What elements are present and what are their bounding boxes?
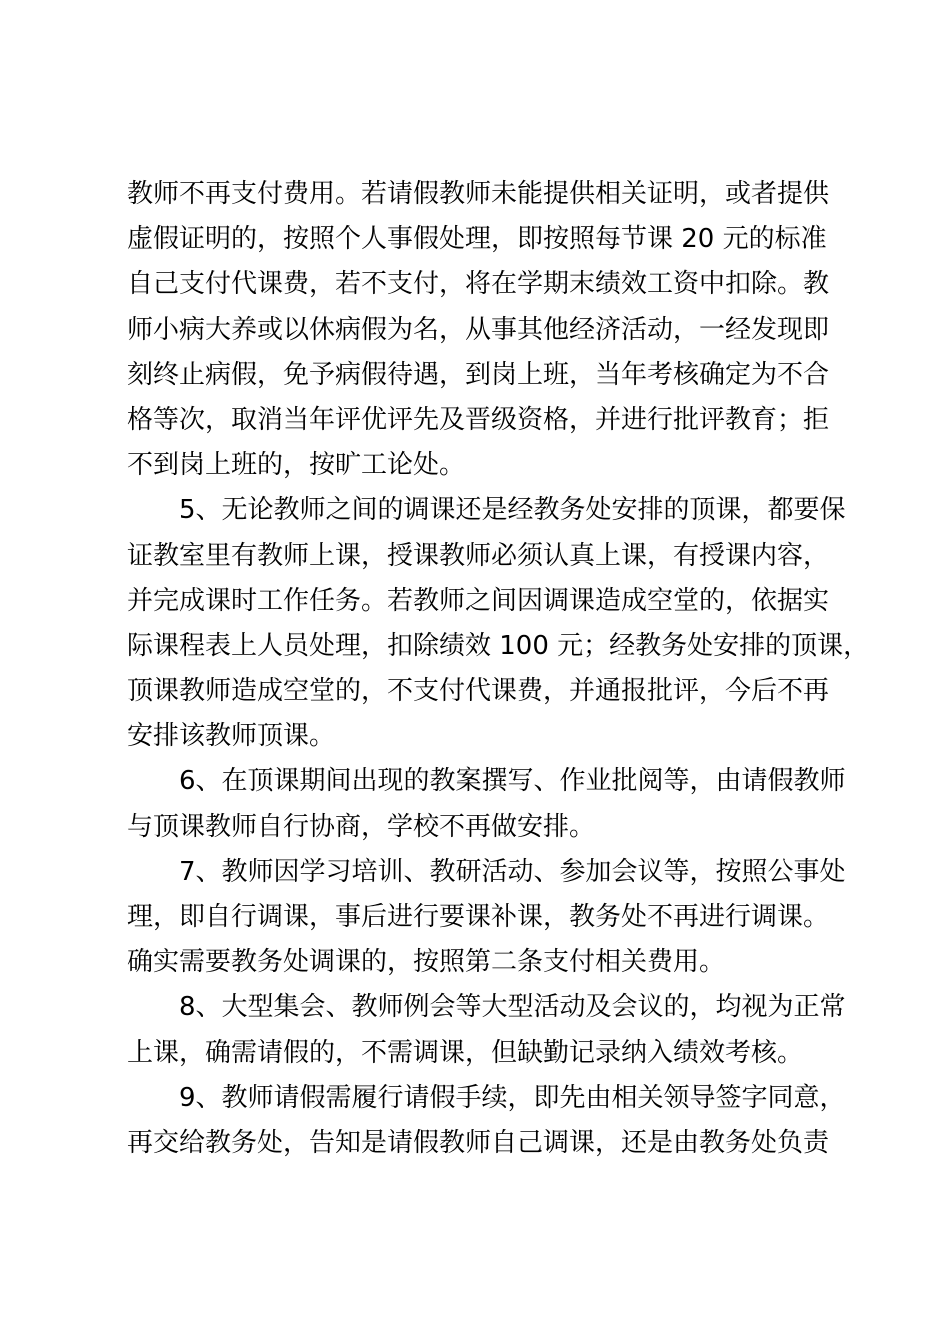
text-line: 证教室里有教师上课，授课教师必须认真上课，有授课内容， — [127, 540, 830, 571]
paragraph-9-start: 9、教师请假需履行请假手续，即先由相关领导签字同意， — [179, 1082, 846, 1113]
text-line: 师小病大养或以休病假为名，从事其他经济活动，一经发现即 — [127, 314, 830, 345]
text-line: 安排该教师顶课。 — [127, 721, 336, 752]
text-line: 顶课教师造成空堂的，不支付代课费，并通报批评，今后不再 — [127, 676, 830, 707]
text-line: 并完成课时工作任务。若教师之间因调课造成空堂的，依据实 — [127, 585, 830, 616]
text-line: 际课程表上人员处理，扣除绩效 100 元；经教务处安排的顶课， — [127, 630, 870, 661]
paragraph-8-start: 8、大型集会、教师例会等大型活动及会议的，均视为正常 — [179, 992, 846, 1023]
paragraph-7-start: 7、教师因学习培训、教研活动、参加会议等，按照公事处 — [179, 856, 846, 887]
paragraph-5-start: 5、无论教师之间的调课还是经教务处安排的顶课，都要保 — [179, 495, 846, 526]
text-line: 刻终止病假，免予病假待遇，到岗上班，当年考核确定为不合 — [127, 359, 830, 390]
text-line: 再交给教务处，告知是请假教师自己调课，还是由教务处负责 — [127, 1127, 830, 1158]
text-line: 教师不再支付费用。若请假教师未能提供相关证明，或者提供 — [127, 179, 830, 209]
text-line: 确实需要教务处调课的，按照第二条支付相关费用。 — [127, 947, 726, 978]
text-line: 不到岗上班的，按旷工论处。 — [127, 450, 466, 481]
text-line: 虚假证明的，按照个人事假处理，即按照每节课 20 元的标准 — [127, 224, 827, 255]
text-line: 上课，确需请假的，不需调课，但缺勤记录纳入绩效考核。 — [127, 1037, 804, 1068]
text-line: 格等次，取消当年评优评先及晋级资格，并进行批评教育；拒 — [127, 404, 830, 435]
paragraph-6-start: 6、在顶课期间出现的教案撰写、作业批阅等，由请假教师 — [179, 766, 846, 797]
text-line: 理，即自行调课，事后进行要课补课，教务处不再进行调课。 — [127, 902, 830, 932]
text-line: 与顶课教师自行协商，学校不再做安排。 — [127, 811, 596, 842]
text-line: 自己支付代课费，若不支付，将在学期末绩效工资中扣除。教 — [127, 269, 830, 300]
document-body — [127, 172, 870, 1166]
